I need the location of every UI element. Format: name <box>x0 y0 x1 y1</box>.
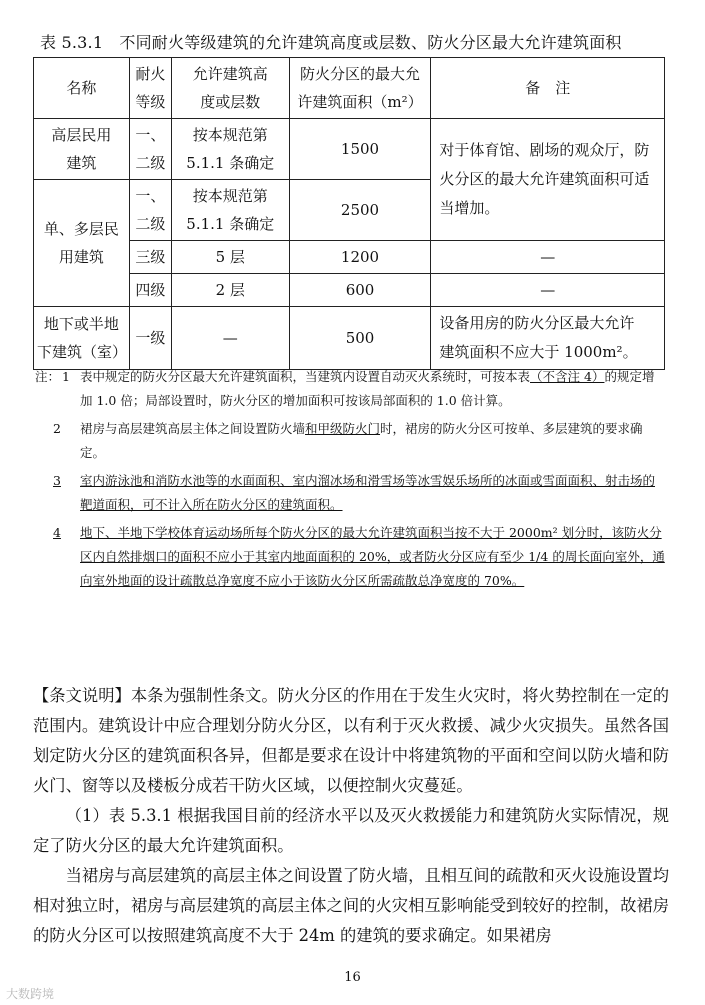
watermark: 大数跨境 <box>6 987 55 1001</box>
cell-area: 500 <box>289 307 431 370</box>
cell-remark: 对于体育馆、剧场的观众厅，防火分区的最大允许建筑面积可适当增加。 <box>431 119 665 241</box>
cell-remark: — <box>431 241 665 274</box>
cell-height: 2 层 <box>171 274 289 307</box>
cell-height: 按本规范第 5.1.1 条确定 <box>171 119 289 180</box>
note-2: 2 裙房与高层建筑高层主体之间设置防火墙和甲级防火门时，裙房的防火分区可按单、多层建筑的要求确定。 <box>35 417 665 465</box>
paragraph: 【条文说明】本条为强制性条文。防火分区的作用在于发生火灾时，将火势控制在一定的范围内。建筑设计中应合理划分防火分区，以有利于灭火救援、减少火灾损失。虽然各国划定防火分区的建筑面积各异，但都是要求在设计中将建筑物的平面和空间以防火墙和防火门、窗等以及楼板分成若干防火区域，以便控制火灾蔓延。 <box>33 686 669 795</box>
cell-grade: 四级 <box>129 274 171 307</box>
cell-grade: 三级 <box>129 241 171 274</box>
cell-grade: 一、 二级 <box>129 180 171 241</box>
note-number: 3 <box>53 473 61 488</box>
note-4: 4 地下、半地下学校体育运动场所每个防火分区的最大允许建筑面积当按不大于 2000m² 划分时，该防火分区内自然排烟口的面积不应小于其室内地面面积的 20%，或者防火分区应有至少 1/4 的周长面向室外，通向室外地面的设计疏散总净宽度不应小于该防火分区所需疏散总净宽度的 70%。 <box>35 521 665 593</box>
table-row <box>34 307 665 370</box>
cell-height: 5 层 <box>171 241 289 274</box>
note-number: 4 <box>53 525 61 540</box>
paragraph: 当裙房与高层建筑的高层主体之间设置了防火墙，且相互间的疏散和灭火设施设置均相对独立时，裙房与高层建筑的高层主体之间的火灾相互影响能受到较好的控制，故裙房的防火分区可以按照建筑高度不大于 24m 的建筑的要求确定。如果裙房 <box>33 866 669 945</box>
header-area: 防火分区的最大允 许建筑面积（m²） <box>289 58 431 119</box>
cell-area: 600 <box>289 274 431 307</box>
cell-area: 1500 <box>289 119 431 180</box>
note-number: 2 <box>53 421 61 436</box>
cell-area: 1200 <box>289 241 431 274</box>
header-height: 允许建筑高 度或层数 <box>171 58 289 119</box>
cell-height: — <box>171 307 289 370</box>
cell-remark: 设备用房的防火分区最大允许 建筑面积不应大于 1000m²。 <box>431 307 665 370</box>
table-title: 表 5.3.1 不同耐火等级建筑的允许建筑高度或层数、防火分区最大允许建筑面积 <box>40 33 622 52</box>
cell-name: 地下或半地 下建筑（室） <box>34 307 130 370</box>
cell-grade: 一、 二级 <box>129 119 171 180</box>
header-remark: 备 注 <box>431 58 665 119</box>
table-notes <box>35 365 665 597</box>
clause-explanation <box>33 681 669 951</box>
cell-area: 2500 <box>289 180 431 241</box>
cell-name: 单、多层民 用建筑 <box>34 180 130 307</box>
cell-remark: — <box>431 274 665 307</box>
note-number: 1 <box>62 369 70 384</box>
header-grade: 耐火 等级 <box>129 58 171 119</box>
table-header-row <box>34 58 665 119</box>
cell-grade: 一级 <box>129 307 171 370</box>
cell-height: 按本规范第 5.1.1 条确定 <box>171 180 289 241</box>
fire-compartment-table <box>33 57 665 370</box>
notes-label: 注： <box>35 369 61 384</box>
cell-name: 高层民用 建筑 <box>34 119 130 180</box>
page-number: 16 <box>344 970 361 985</box>
paragraph: （1）表 5.3.1 根据我国目前的经济水平以及灭火救援能力和建筑防火实际情况，规定了防火分区的最大允许建筑面积。 <box>33 806 669 855</box>
note-1: 注： 1 表中规定的防火分区最大允许建筑面积，当建筑内设置自动灭火系统时，可按本表（不含注 4）的规定增加 1.0 倍；局部设置时，防火分区的增加面积可按该局部面积的 1.0 倍计算。 <box>35 365 665 413</box>
header-name: 名称 <box>34 58 130 119</box>
note-3: 3 室内游泳池和消防水池等的水面面积、室内溜冰场和滑雪场等冰雪娱乐场所的冰面或雪面面积、射击场的靶道面积，可不计入所在防火分区的建筑面积。 <box>35 469 665 517</box>
table-row <box>34 119 665 180</box>
